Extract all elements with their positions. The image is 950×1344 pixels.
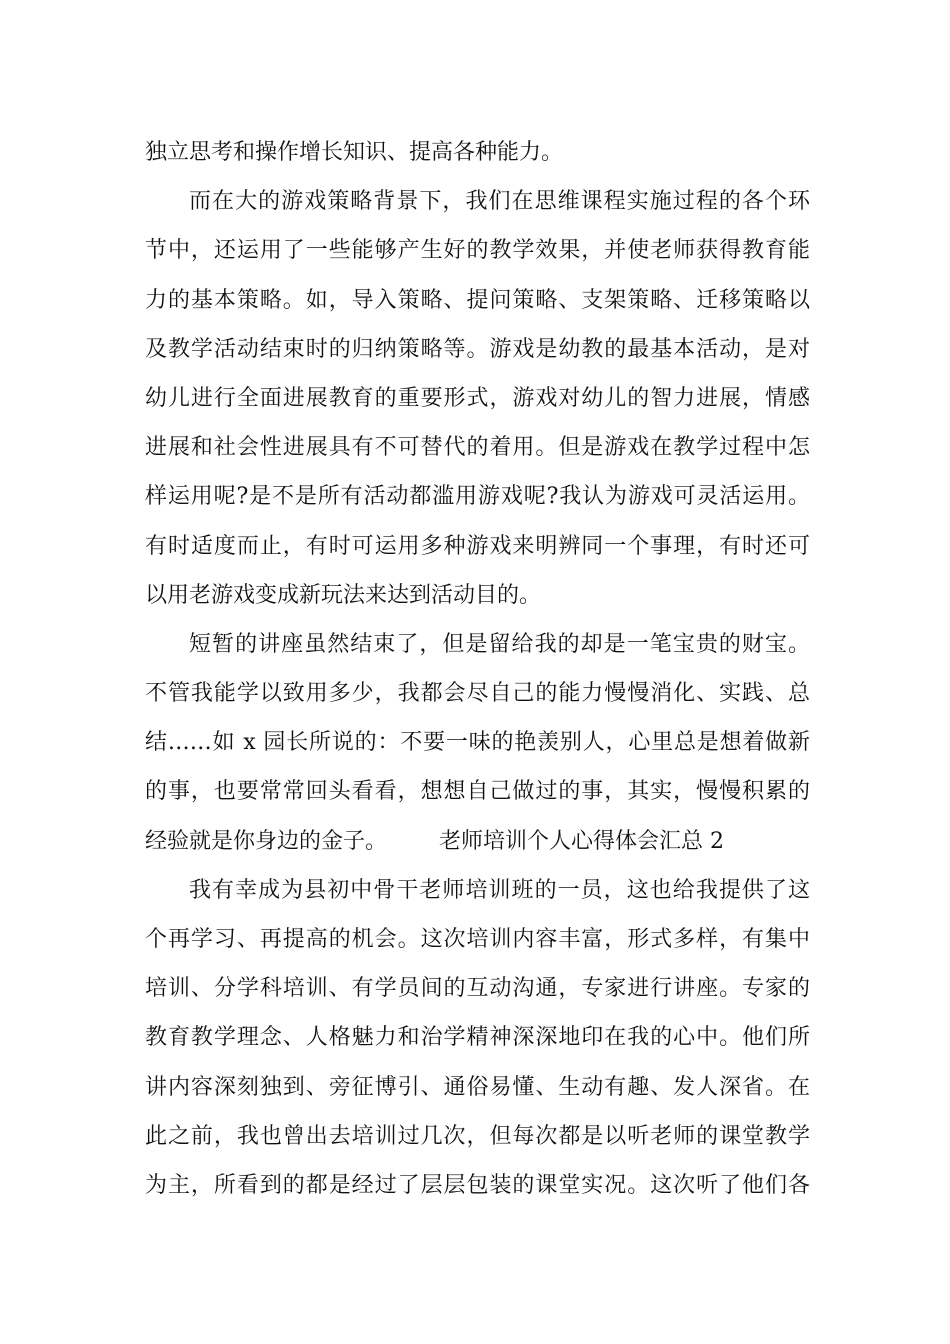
paragraph-line: 个再学习、再提高的机会。这次培训内容丰富，形式多样，有集中 <box>145 927 810 952</box>
paragraph-line: 及教学活动结束时的归纳策略等。游戏是幼教的最基本活动，是对 <box>145 336 810 362</box>
paragraph-line: 节中，还运用了一些能够产生好的教学效果，并使老师获得教育能 <box>145 238 810 264</box>
paragraph-line: 经验就是你身边的金子。 <box>145 828 388 854</box>
paragraph-line: 以用老游戏变成新玩法来达到活动目的。 <box>145 582 542 608</box>
paragraph-line-with-heading <box>145 817 810 866</box>
paragraph-line: 不管我能学以致用多少，我都会尽自己的能力慢慢消化、实践、总 <box>145 681 810 707</box>
paragraph-line: 力的基本策略。如，导入策略、提问策略、支架策略、迁移策略以 <box>145 287 810 313</box>
paragraph-line: 结……如 x 园长所说的：不要一味的艳羡别人，心里总是想着做新 <box>145 730 810 756</box>
paragraph-line: 为主，所看到的都是经过了层层包装的课堂实况。这次听了他们各 <box>145 1172 810 1198</box>
paragraph-line: 进展和社会性进展具有不可替代的着用。但是游戏在教学过程中怎 <box>145 435 810 461</box>
paragraph-line: 我有幸成为县初中骨干老师培训班的一员，这也给我提供了这 <box>189 877 810 903</box>
paragraph-line: 短暂的讲座虽然结束了，但是留给我的却是一笔宝贵的财宝。 <box>189 631 810 657</box>
paragraph-line: 讲内容深刻独到、旁征博引、通俗易懂、生动有趣、发人深省。在 <box>145 1074 810 1100</box>
paragraph-line: 培训、分学科培训、有学员间的互动沟通，专家进行讲座。专家的 <box>145 976 810 1002</box>
paragraph-line: 此之前，我也曾出去培训过几次，但每次都是以听老师的课堂教学 <box>145 1123 810 1149</box>
paragraph-line: 独立思考和操作增长知识、提高各种能力。 <box>145 140 564 165</box>
paragraph-line: 教育教学理念、人格魅力和治学精神深深地印在我的心中。他们所 <box>145 1025 810 1051</box>
paragraph-line: 样运用呢?是不是所有活动都滥用游戏呢?我认为游戏可灵活运用。 <box>145 484 810 510</box>
paragraph-line: 幼儿进行全面进展教育的重要形式，游戏对幼儿的智力进展，情感 <box>145 385 810 411</box>
section-heading: 老师培训个人心得体会汇总 2 <box>439 828 725 854</box>
paragraph-line: 的事，也要常常回头看看，想想自己做过的事，其实，慢慢积累的 <box>145 779 810 805</box>
paragraph-line: 有时适度而止，有时可运用多种游戏来明辨同一个事理，有时还可 <box>145 533 810 559</box>
body-text <box>145 128 810 1210</box>
paragraph-line: 而在大的游戏策略背景下，我们在思维课程实施过程的各个环 <box>189 189 810 215</box>
